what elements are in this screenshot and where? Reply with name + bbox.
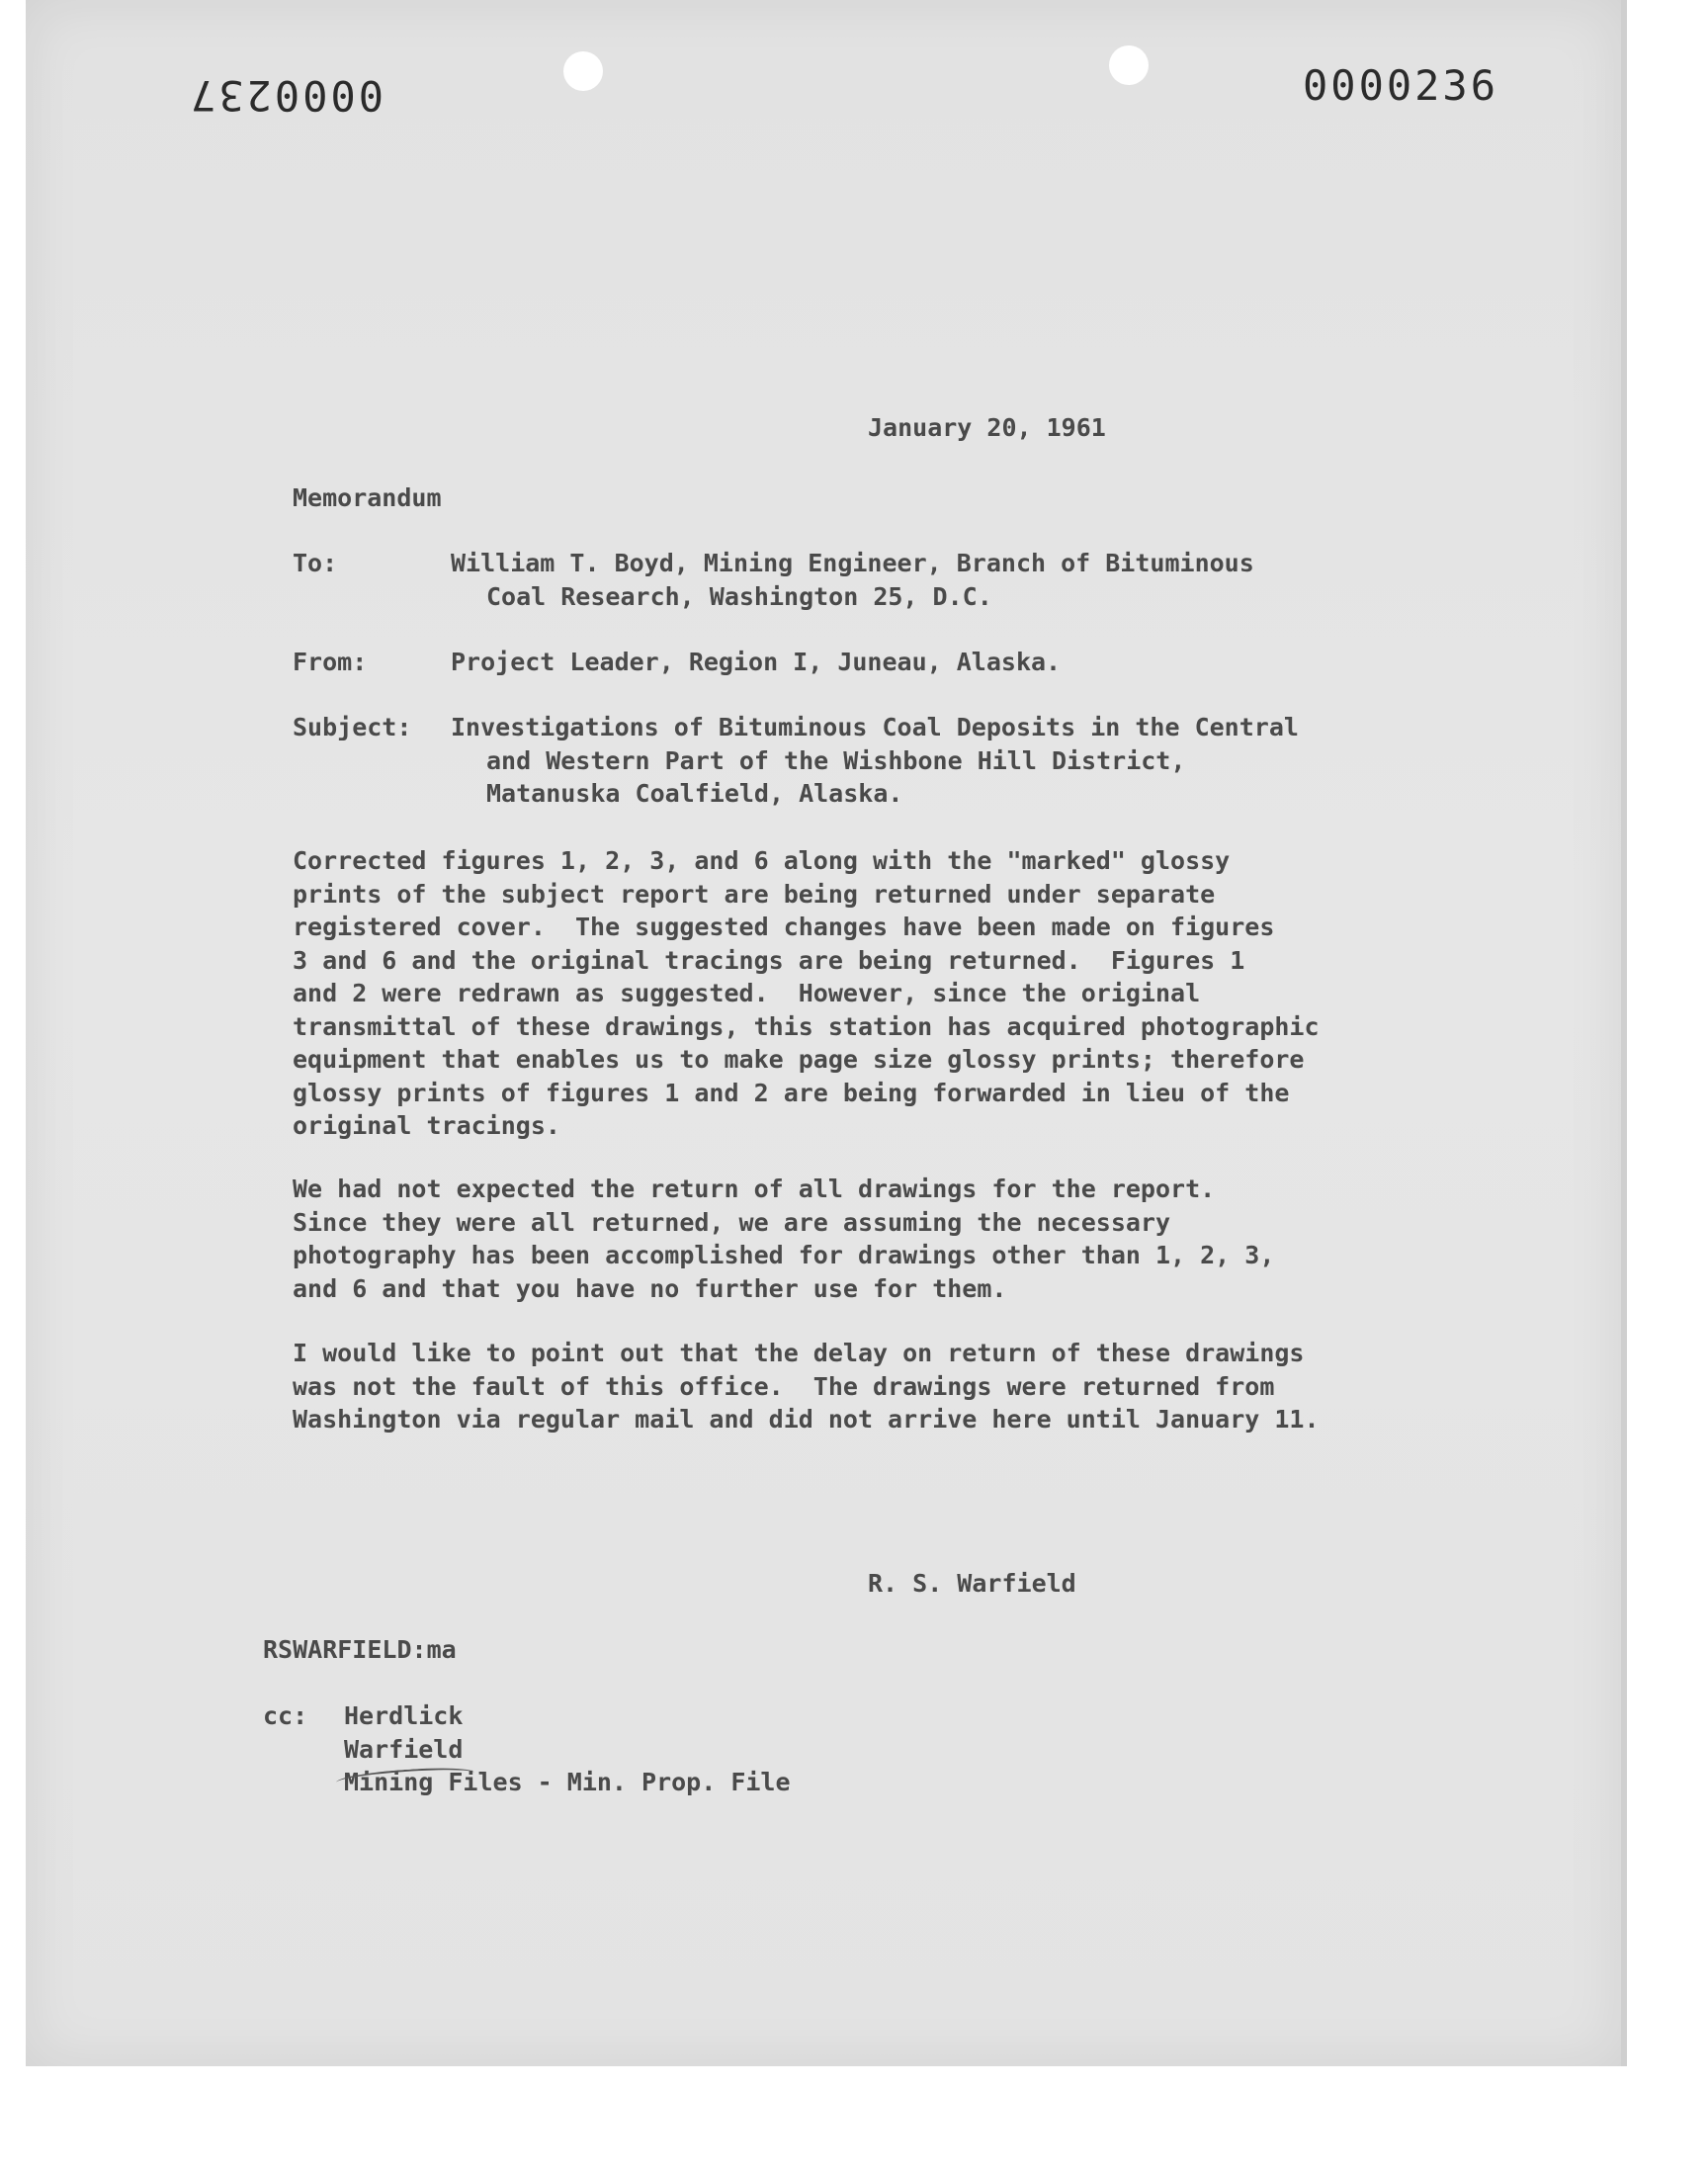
paragraph-1-line: glossy prints of figures 1 and 2 are being forwarded in lieu of the	[293, 1078, 1290, 1107]
subject-line-2: and Western Part of the Wishbone Hill District,	[486, 745, 1186, 775]
paragraph-2-line: photography has been accomplished for drawings other than 1, 2, 3,	[293, 1241, 1275, 1269]
paragraph-3-line: I would like to point out that the delay on return of these drawings	[293, 1339, 1305, 1367]
punch-hole-left	[563, 51, 603, 91]
paragraph-2-line: and 6 and that you have no further use for them.	[293, 1273, 1007, 1303]
paragraph-2	[293, 1173, 1274, 1305]
punch-hole-right	[1109, 45, 1149, 85]
to-block	[293, 547, 1254, 613]
to-line-1: William T. Boyd, Mining Engineer, Branch of Bituminous	[451, 549, 1254, 577]
to-line-2: Coal Research, Washington 25, D.C.	[486, 581, 992, 611]
cc-item: Herdlick	[344, 1701, 464, 1730]
paragraph-1-line: registered cover. The suggested changes have been made on figures	[293, 913, 1275, 941]
paragraph-1-line: transmittal of these drawings, this station has acquired photographic	[293, 1011, 1320, 1041]
paragraph-1-line: and 2 were redrawn as suggested. However, since the original	[293, 979, 1201, 1007]
cc-item: Warfield	[344, 1734, 464, 1764]
from-label: From:	[293, 648, 368, 676]
paragraph-2-line: Since they were all returned, we are assuming the necessary	[293, 1207, 1171, 1237]
memo-date: January 20, 1961	[868, 413, 1106, 442]
paragraph-1-line: Corrected figures 1, 2, 3, and 6 along with the "marked" glossy	[293, 846, 1231, 875]
page-number: 0000236	[1303, 61, 1499, 110]
paragraph-3-line: was not the fault of this office. The drawings were returned from	[293, 1371, 1275, 1401]
cc-item: Mining Files - Min. Prop. File	[344, 1768, 791, 1796]
paragraph-2-line: We had not expected the return of all drawings for the report.	[293, 1174, 1216, 1203]
paragraph-3-line: Washington via regular mail and did not arrive here until January 11.	[293, 1405, 1320, 1434]
sheet-edge	[1621, 0, 1627, 2066]
page-number-mirrored: 0000237	[188, 71, 384, 120]
paragraph-1-line: prints of the subject report are being returned under separate	[293, 879, 1216, 909]
cc-label: cc:	[263, 1701, 308, 1730]
to-label: To:	[293, 549, 338, 577]
paragraph-1-line: 3 and 6 and the original tracings are being returned. Figures 1	[293, 945, 1245, 975]
from-text: Project Leader, Region I, Juneau, Alaska.	[451, 648, 1062, 676]
signature-name: R. S. Warfield	[868, 1569, 1076, 1598]
subject-line-3: Matanuska Coalfield, Alaska.	[486, 779, 903, 808]
typist-initials: RSWARFIELD:ma	[263, 1635, 457, 1664]
paragraph-1-line: equipment that enables us to make page size glossy prints; therefore	[293, 1045, 1305, 1074]
memo-heading: Memorandum	[293, 483, 442, 512]
subject-line-1: Investigations of Bituminous Coal Deposits in the Central	[451, 713, 1299, 741]
from-block	[293, 646, 1061, 679]
paragraph-1	[293, 844, 1320, 1143]
subject-label: Subject:	[293, 713, 412, 741]
paragraph-3	[293, 1337, 1320, 1436]
paragraph-1-line: original tracings.	[293, 1111, 560, 1140]
subject-block	[293, 711, 1299, 811]
